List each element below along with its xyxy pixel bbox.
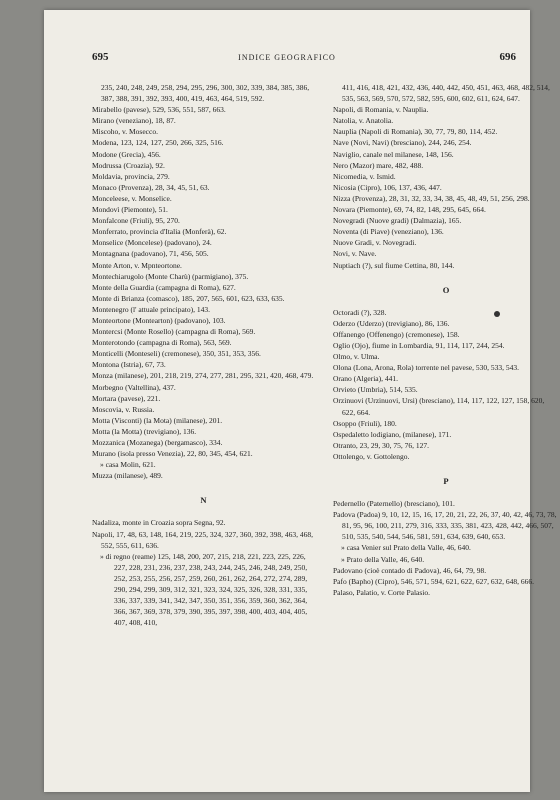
- index-entry: Olona (Lona, Arona, Rola) torrente nel pavese, 530, 533, 543.: [333, 363, 519, 373]
- index-entry: Osoppo (Friuli), 180.: [333, 418, 397, 428]
- index-entry: » Prato della Valle, 46, 640.: [341, 554, 425, 564]
- section-letter: O: [442, 284, 450, 295]
- index-entry: Octoradi (?), 328.: [333, 307, 387, 317]
- index-entry: Mirano (veneziano), 18, 87.: [92, 116, 176, 126]
- index-entry: Monferrato, provincia d'Italia (Monferà), 62.: [92, 227, 227, 237]
- index-entry: Ospedaletto lodigiano, (milanese), 171.: [333, 429, 452, 439]
- index-entry: Montenegro (l' attuale principato), 143.: [92, 304, 210, 314]
- index-column-left: [92, 82, 315, 628]
- index-entry: Monceleese, v. Monselice.: [92, 193, 172, 203]
- index-entry: Noventa (di Piave) (veneziano), 136.: [333, 227, 444, 237]
- ink-spot: [494, 311, 500, 317]
- index-entry: Monte di Brianza (comasco), 185, 207, 565, 601, 623, 633, 635.: [92, 293, 285, 303]
- index-entry: 235, 240, 248, 249, 258, 294, 295, 296, 300, 302, 339, 384, 385, 386, 387, 388, 391, 392, 393, 400, 419, 463, 464, 519, 592.: [101, 83, 310, 104]
- index-entry: Montona (Istria), 67, 73.: [92, 360, 166, 370]
- index-entry: Padovano (cioè contado di Padova), 46, 64, 79, 98.: [333, 565, 487, 575]
- index-entry: Mortara (pavese), 221.: [92, 393, 161, 403]
- index-entry: Monza (milanese), 201, 218, 219, 274, 277, 281, 295, 321, 420, 468, 479.: [92, 371, 314, 381]
- index-entry: Novara (Piemonte), 69, 74, 82, 148, 295, 645, 664.: [333, 205, 486, 215]
- index-entry: Nave (Novi, Navi) (bresciano), 244, 246, 254.: [333, 138, 472, 148]
- index-entry: Monte Arton, v. Mpnteortone.: [92, 260, 182, 270]
- index-entry: Monfalcone (Friuli), 95, 270.: [92, 216, 180, 226]
- index-entry: Nuptiach (?), sul fiume Cettina, 80, 144.: [333, 260, 455, 270]
- index-entry: Palaso, Palatio, v. Corte Palasio.: [333, 587, 431, 597]
- index-entry: Motta (la Motta) (trevigiano), 136.: [92, 426, 197, 436]
- index-entry: Nauplia (Napoli di Romania), 30, 77, 79, 80, 114, 452.: [333, 127, 498, 137]
- page-header: [44, 51, 530, 67]
- index-entry: Montercsi (Monte Rosello) (campagna di Roma), 569.: [92, 327, 256, 337]
- index-entry: Muzza (milanese), 489.: [92, 471, 163, 481]
- index-entry: Padova (Padoa) 9, 10, 12, 15, 16, 17, 20, 21, 22, 26, 37, 40, 42, 46, 73, 78, 81, 95, 96, 100, 211, 279, 316, 333, 335, 381, 423, 428, 442, 466, 507, 510, 535, 540, 544, 546, 581, 591, 634, 639, 640, 653.: [333, 510, 557, 542]
- index-entry: Otranto, 23, 29, 30, 75, 76, 127.: [333, 440, 430, 450]
- index-entry: Nicosia (Cipro), 106, 137, 436, 447.: [333, 182, 442, 192]
- running-title: INDICE GEOGRAFICO: [238, 53, 336, 62]
- index-entry: Napoli, 17, 48, 63, 148, 164, 219, 225, 324, 327, 360, 392, 398, 463, 468, 552, 555, 611, 636.: [92, 529, 314, 550]
- section-letter: N: [200, 495, 207, 506]
- index-entry: Monselice (Moncelese) (padovano), 24.: [92, 238, 212, 248]
- index-entry: Orzinuovi (Urzinuovi, Ursi) (bresciano), 114, 117, 122, 127, 158, 620, 622, 664.: [333, 396, 545, 417]
- index-entry: Novegradi (Nuove gradi) (Dalmazia), 165.: [333, 216, 462, 226]
- index-entry: Pafo (Bapho) (Cipro), 546, 571, 594, 621, 622, 627, 632, 648, 666.: [333, 576, 535, 586]
- index-entry: Offanengo (Offenengo) (cremonese), 158.: [333, 329, 460, 339]
- index-entry: Napoli, di Romania, v. Nauplia.: [333, 105, 429, 115]
- index-entry: Monteortone (Montearton) (padovano), 103.: [92, 315, 226, 325]
- index-entry: Pedernello (Paternello) (bresciano), 101.: [333, 499, 455, 509]
- index-entry: Mondovì (Piemonte), 51.: [92, 205, 168, 215]
- index-entry: Mirabello (pavese), 529, 536, 551, 587, 663.: [92, 105, 226, 115]
- index-entry: Orvieto (Umbria), 514, 535.: [333, 385, 418, 395]
- index-entry: Nicomedia, v. Ismid.: [333, 171, 396, 181]
- index-entry: Orano (Algeria), 441.: [333, 374, 398, 384]
- index-entry: Monte della Guardia (campagna di Roma), 627.: [92, 282, 236, 292]
- index-entry: Morbegno (Valtellina), 437.: [92, 382, 176, 392]
- index-entry: Natolia, v. Anatolia.: [333, 116, 394, 126]
- book-page: [44, 10, 557, 792]
- index-entry: Montechiarugolo (Monte Charù) (parmigiano), 375.: [92, 271, 249, 281]
- index-entry: Monaco (Provenza), 28, 34, 45, 51, 63.: [92, 182, 210, 192]
- index-entry: Miscoho, v. Mosecco.: [92, 127, 158, 137]
- index-column-right: [333, 82, 559, 598]
- index-entry: Nizza (Provenza), 28, 31, 32, 33, 34, 38, 45, 48, 49, 51, 256, 298.: [333, 193, 530, 203]
- index-entry: Novi, v. Nave.: [333, 249, 377, 259]
- index-entry: Monterotondo (campagna di Roma), 563, 569.: [92, 338, 232, 348]
- index-entry: Nadaliza, monte in Croazia sopra Segna, 92.: [92, 518, 226, 528]
- index-entry: Olmo, v. Ulma.: [333, 352, 380, 362]
- index-entry: 411, 416, 418, 421, 432, 436, 440, 442, 450, 451, 463, 468, 482, 514, 535, 563, 569, 570, 572, 582, 595, 600, 602, 611, 624, 647.: [342, 83, 550, 104]
- index-entry: Oderzo (Uderzo) (trevigiano), 86, 136.: [333, 318, 450, 328]
- index-entry: Montagnana (padovano), 71, 456, 505.: [92, 249, 209, 259]
- index-entry: Nuove Gradi, v. Novegradi.: [333, 238, 417, 248]
- index-entry: Ottolengo, v. Gottolengo.: [333, 451, 410, 461]
- index-entry: » di regno (reame) 125, 148, 200, 207, 215, 218, 221, 223, 225, 226, 227, 228, 231, 236, 237, 238, 243, 244, 245, 246, 248, 249, 250, 252, 253, 255, 256, 257, 259, 260, 261, 262, 264, 272, 274, 289, 290, 294, 299, 309, 312, 321, 323, 324, 325, 326, 328, 331, 335, 336, 337, 339, 341, 342, 347, 350, 351, 356, 359, 360, 362, 364, 366, 367, 369, 378, 379, 390, 395, 397, 398, 400, 403, 404, 405, 407, 408, 410,: [100, 551, 308, 628]
- index-entry: Oglio (Ojo), fiume in Lombardia, 91, 114, 117, 244, 254.: [333, 340, 505, 350]
- index-entry: Motta (Visconti) (la Mota) (milanese), 201.: [92, 415, 223, 425]
- index-entry: Moscovia, v. Russia.: [92, 404, 155, 414]
- index-entry: Modrussa (Croazia), 92.: [92, 160, 165, 170]
- section-letter: P: [443, 476, 449, 486]
- index-entry: » casa Venier sul Prato della Valle, 46, 640.: [341, 543, 471, 553]
- index-entry: Modena, 123, 124, 127, 250, 266, 325, 516.: [92, 138, 224, 148]
- index-entry: » casa Molin, 621.: [100, 460, 156, 470]
- index-entry: Monticelli (Monteseli) (cremonese), 350, 351, 353, 356.: [92, 349, 261, 359]
- index-entry: Murano (isola presso Venezia), 22, 80, 345, 454, 621.: [92, 449, 253, 459]
- index-entry: Naviglio, canale nel milanese, 148, 156.: [333, 149, 454, 159]
- left-page-number: 695: [92, 51, 109, 63]
- index-entry: Mozzanica (Mozanega) (bergamasco), 334.: [92, 438, 223, 447]
- index-entry: Modone (Grecia), 456.: [92, 149, 161, 159]
- index-entry: Nero (Mazor) mare, 482, 488.: [333, 160, 424, 170]
- right-page-number: 696: [499, 51, 516, 63]
- index-entry: Moldavia, provincia, 279.: [92, 171, 170, 181]
